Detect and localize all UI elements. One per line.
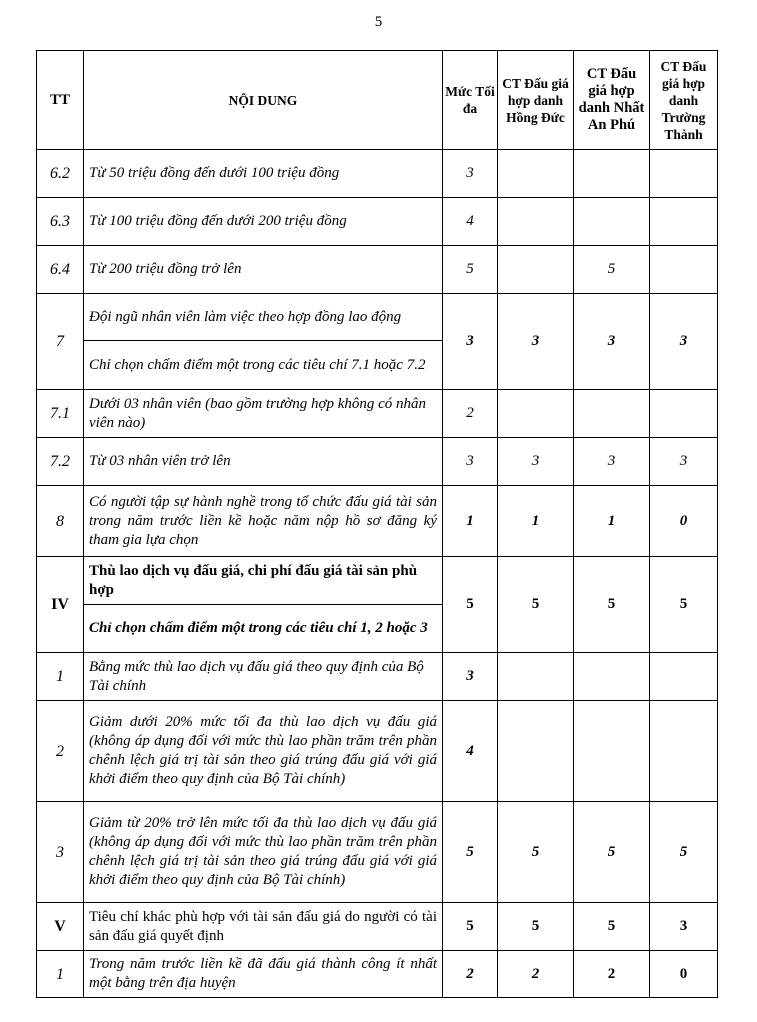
section-content-note: Chỉ chọn chấm điểm một trong các tiêu chí 1, 2 hoặc 3 — [84, 605, 443, 653]
row-score-2: 2 — [574, 951, 650, 998]
section-max: 5 — [443, 903, 498, 951]
row-max: 3 — [443, 653, 498, 701]
section-score-3: 3 — [650, 903, 718, 951]
row-score-3 — [650, 390, 718, 438]
row-score-3: 0 — [650, 486, 718, 557]
row-tt: 3 — [37, 802, 84, 903]
row-score-1 — [498, 701, 574, 802]
row-tt: 6.3 — [37, 198, 84, 246]
row-max: 3 — [443, 294, 498, 390]
section-score-1: 5 — [498, 903, 574, 951]
row-score-3 — [650, 653, 718, 701]
row-score-2 — [574, 150, 650, 198]
row-max: 2 — [443, 390, 498, 438]
row-score-3 — [650, 150, 718, 198]
row-max: 3 — [443, 150, 498, 198]
header-company-3: CT Đấu giá hợp danh Trường Thành — [650, 51, 718, 150]
row-content: Từ 200 triệu đồng trở lên — [84, 246, 443, 294]
row-score-3: 3 — [650, 438, 718, 486]
table-row — [37, 198, 718, 246]
row-score-2: 5 — [574, 802, 650, 903]
row-content-note: Chỉ chọn chấm điểm một trong các tiêu chí 7.1 hoặc 7.2 — [84, 341, 443, 390]
row-tt: 1 — [37, 653, 84, 701]
row-tt: 7 — [37, 294, 84, 390]
row-score-1 — [498, 198, 574, 246]
section-row — [37, 557, 718, 605]
row-score-2: 1 — [574, 486, 650, 557]
row-score-1 — [498, 150, 574, 198]
header-max: Mức Tối đa — [443, 51, 498, 150]
page-number: 5 — [374, 14, 383, 30]
table-row — [37, 390, 718, 438]
header-company-2: CT Đấu giá hợp danh Nhất An Phú — [574, 51, 650, 150]
row-score-2: 3 — [574, 294, 650, 390]
row-score-2: 5 — [574, 246, 650, 294]
row-max: 4 — [443, 701, 498, 802]
section-score-2: 5 — [574, 903, 650, 951]
row-content: Dưới 03 nhân viên (bao gồm trường hợp không có nhân viên nào) — [84, 390, 443, 438]
table-row — [37, 701, 718, 802]
criteria-table — [36, 50, 718, 998]
row-content: Trong năm trước liền kề đã đấu giá thành công ít nhất một bằng trên địa huyện — [84, 951, 443, 998]
row-tt: 6.2 — [37, 150, 84, 198]
row-content: Giảm dưới 20% mức tối đa thù lao dịch vụ đấu giá (không áp dụng đối với mức thù lao phần trăm trên phần chênh lệch giá trị tài sản theo giá trúng đấu giá với giá khởi điểm theo quy định của Bộ Tài chính) — [84, 701, 443, 802]
row-score-3 — [650, 198, 718, 246]
table-row — [37, 951, 718, 998]
row-score-1: 5 — [498, 802, 574, 903]
header-content: NỘI DUNG — [84, 51, 443, 150]
row-content: Giảm từ 20% trở lên mức tối đa thù lao dịch vụ đấu giá (không áp dụng đối với mức thù lao phần trăm trên phần chênh lệch giá trị tài sản theo giá trúng đấu giá với giá khởi điểm theo quy định của Bộ Tài chính) — [84, 802, 443, 903]
row-content: Có người tập sự hành nghề trong tổ chức đấu giá tài sản trong năm trước liền kề hoặc năm nộp hồ sơ đăng ký tham gia lựa chọn — [84, 486, 443, 557]
row-content: Bằng mức thù lao dịch vụ đấu giá theo quy định của Bộ Tài chính — [84, 653, 443, 701]
table-row — [37, 150, 718, 198]
table-row — [37, 438, 718, 486]
header-company-1: CT Đấu giá hợp danh Hồng Đức — [498, 51, 574, 150]
row-max: 2 — [443, 951, 498, 998]
row-score-1: 1 — [498, 486, 574, 557]
row-tt: 8 — [37, 486, 84, 557]
row-score-3: 3 — [650, 294, 718, 390]
table-row — [37, 486, 718, 557]
table-row — [37, 653, 718, 701]
section-content: Thù lao dịch vụ đấu giá, chi phí đấu giá tài sản phù hợp — [84, 557, 443, 605]
row-score-3 — [650, 246, 718, 294]
row-score-2 — [574, 653, 650, 701]
row-score-1: 2 — [498, 951, 574, 998]
section-row — [37, 903, 718, 951]
section-content: Tiêu chí khác phù hợp với tài sản đấu giá do người có tài sản đấu giá quyết định — [84, 903, 443, 951]
row-score-1: 3 — [498, 438, 574, 486]
row-tt: 6.4 — [37, 246, 84, 294]
row-max: 4 — [443, 198, 498, 246]
section-max: 5 — [443, 557, 498, 653]
row-score-2 — [574, 701, 650, 802]
row-tt: 2 — [37, 701, 84, 802]
row-tt: 7.1 — [37, 390, 84, 438]
row-tt: 1 — [37, 951, 84, 998]
row-score-1 — [498, 246, 574, 294]
row-tt: 7.2 — [37, 438, 84, 486]
header-row — [37, 51, 718, 150]
section-score-1: 5 — [498, 557, 574, 653]
row-content: Từ 100 triệu đồng đến dưới 200 triệu đồng — [84, 198, 443, 246]
section-tt: V — [37, 903, 84, 951]
row-score-3: 0 — [650, 951, 718, 998]
section-tt: IV — [37, 557, 84, 653]
row-max: 3 — [443, 438, 498, 486]
row-score-3 — [650, 701, 718, 802]
row-score-1 — [498, 653, 574, 701]
table-row — [37, 246, 718, 294]
table-row — [37, 294, 718, 341]
row-score-1 — [498, 390, 574, 438]
table-row — [37, 802, 718, 903]
row-content: Từ 03 nhân viên trở lên — [84, 438, 443, 486]
header-tt: TT — [37, 51, 84, 150]
row-score-3: 5 — [650, 802, 718, 903]
row-max: 5 — [443, 802, 498, 903]
row-content: Đội ngũ nhân viên làm việc theo hợp đồng lao động — [84, 294, 443, 341]
row-score-2: 3 — [574, 438, 650, 486]
row-score-2 — [574, 390, 650, 438]
row-max: 1 — [443, 486, 498, 557]
row-max: 5 — [443, 246, 498, 294]
row-content: Từ 50 triệu đồng đến dưới 100 triệu đồng — [84, 150, 443, 198]
section-score-2: 5 — [574, 557, 650, 653]
row-score-2 — [574, 198, 650, 246]
section-score-3: 5 — [650, 557, 718, 653]
row-score-1: 3 — [498, 294, 574, 390]
